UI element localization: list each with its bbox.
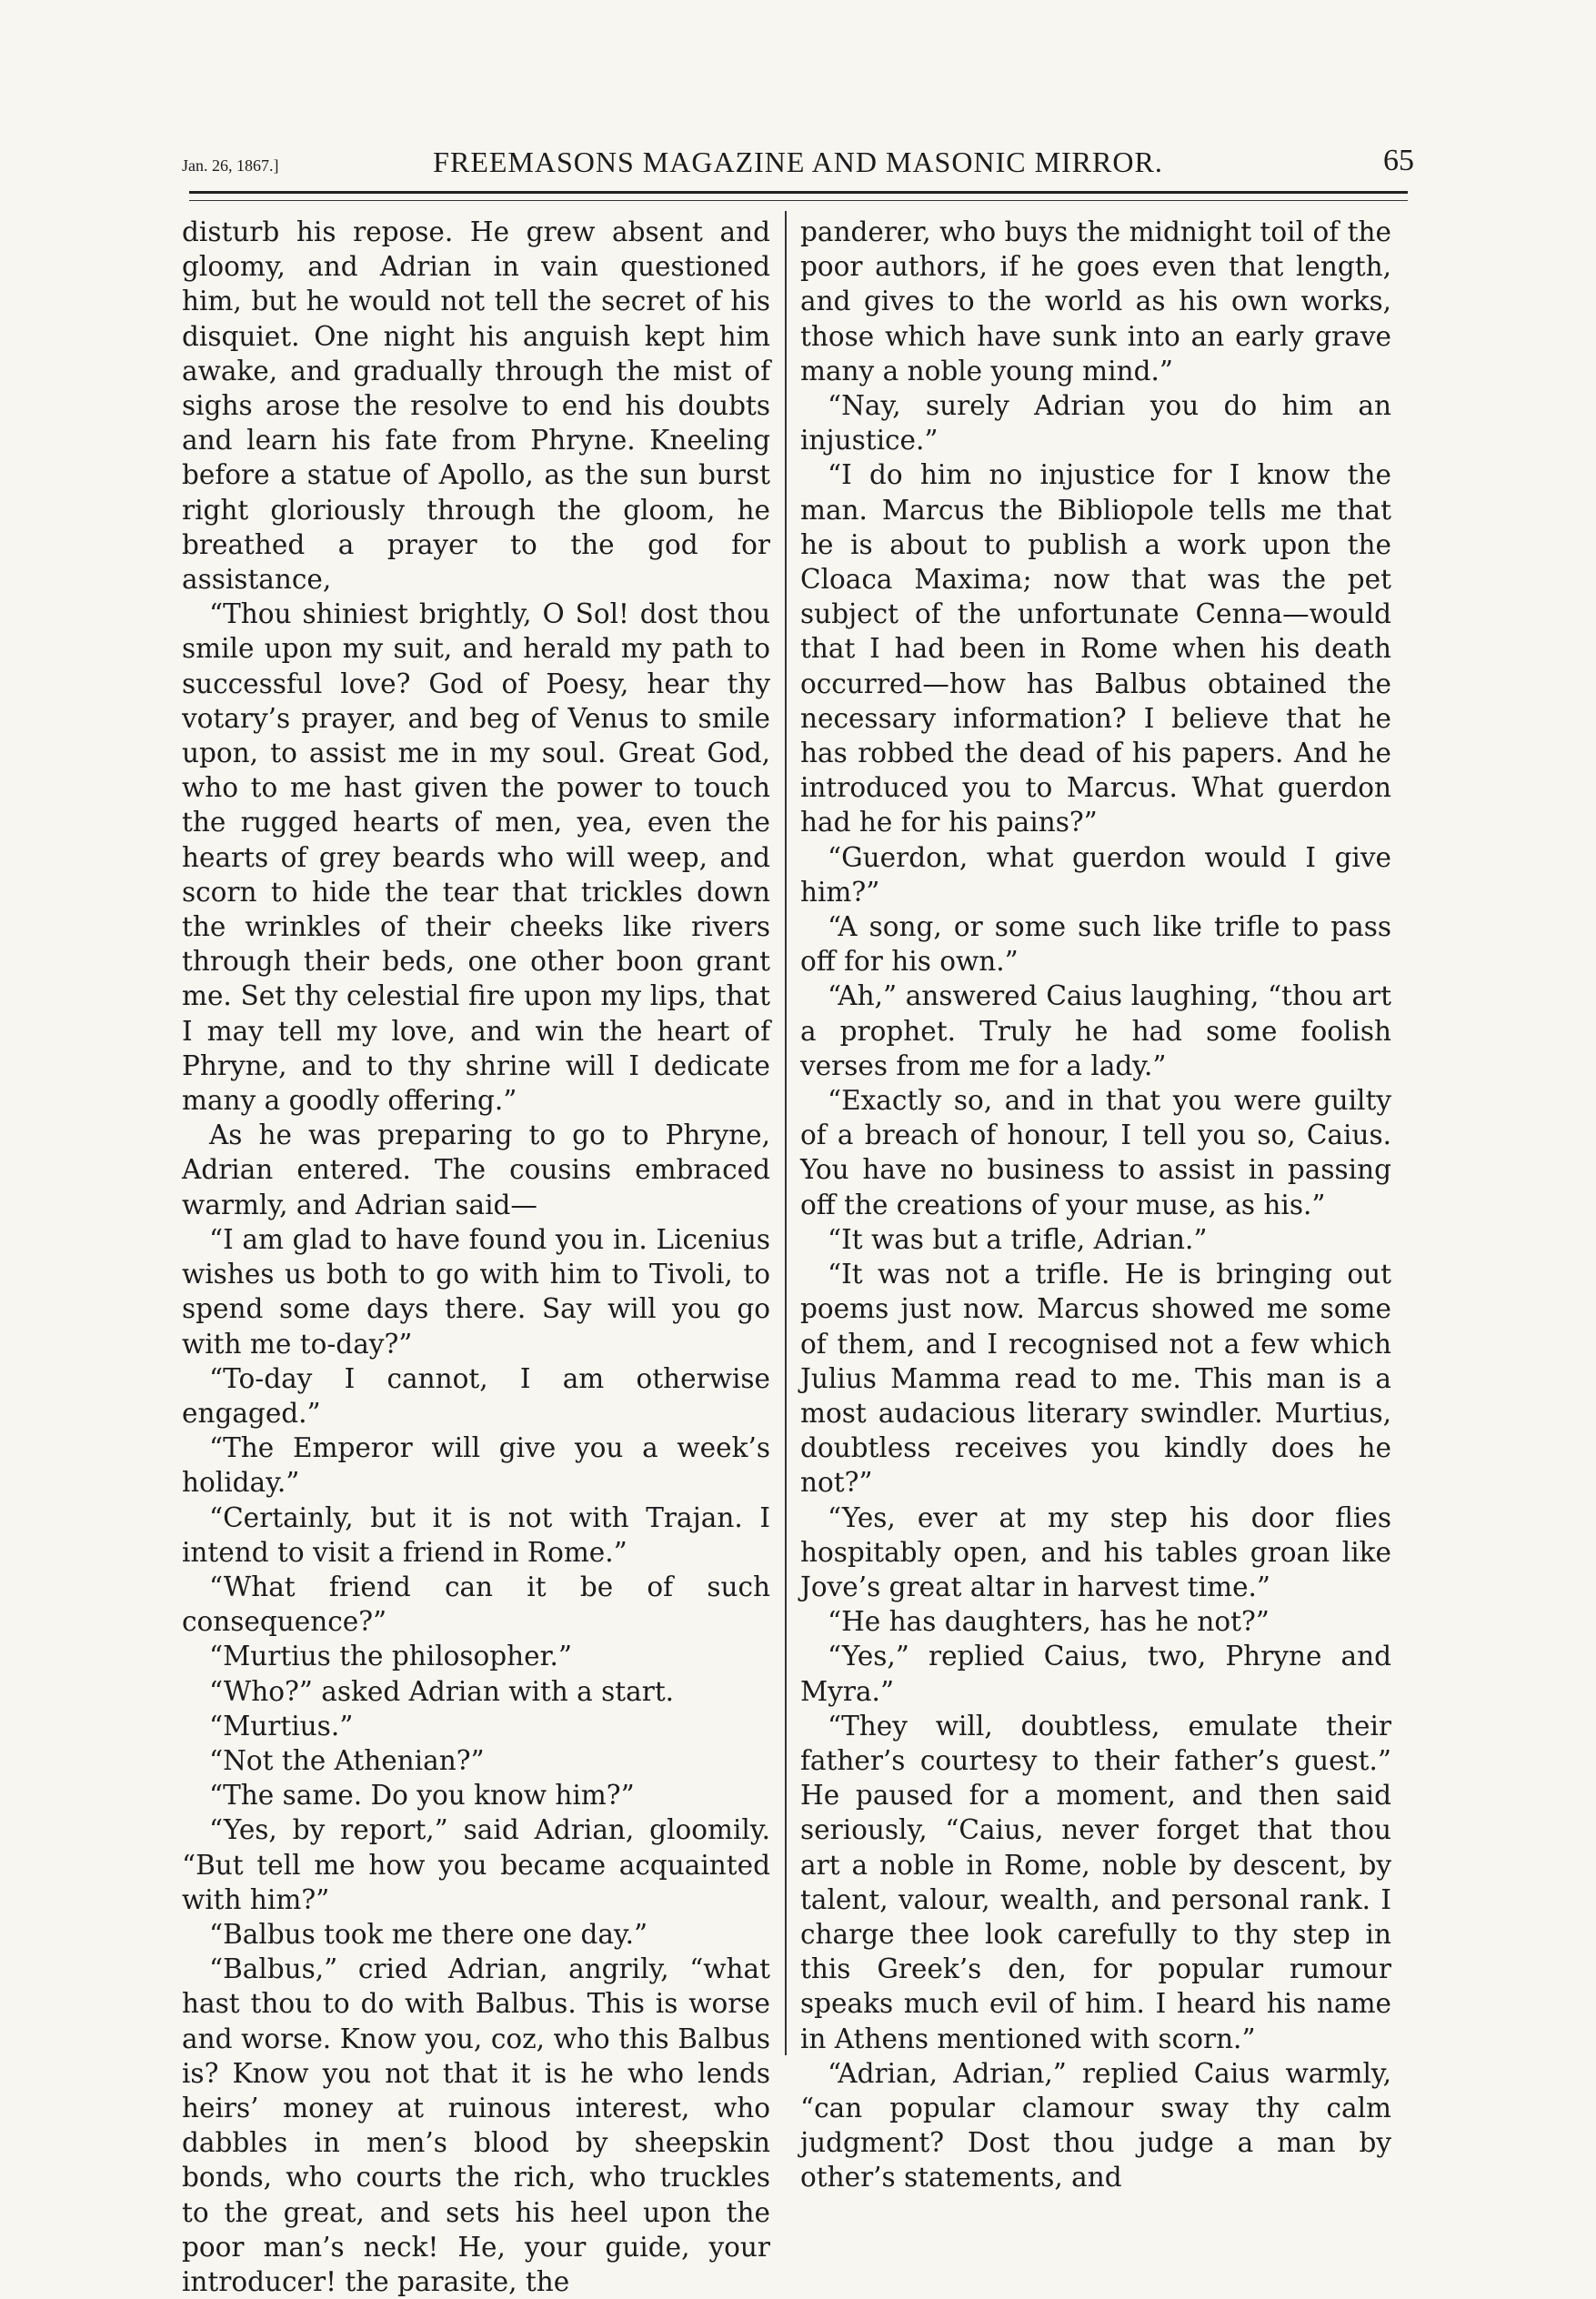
paragraph: “Yes, by report,” said Adrian, gloomily. “But tell me how you became acquainted with him?” — [182, 1814, 770, 1915]
paragraph: “The same. Do you know him?” — [209, 1780, 635, 1812]
paragraph: “Ah,” answered Caius laughing, “thou art a prophet. Truly he had some foolish verses from me for a lady.” — [800, 980, 1391, 1081]
paragraph: “I do him no injustice for I know the man. Marcus the Bibliopole tells me that he is about to publish a work upon the Cloaca Maxima; now that was the pet subject of the unfortunate Cenna—would that I had been in Rome when his death occurred—how has Balbus obtained the necessary information? I believe that he has robbed the dead of his papers. And he introduced you to Marcus. What guerdon had he for his pains?” — [800, 459, 1391, 838]
paragraph: “A song, or some such like trifle to pass off for his own.” — [800, 911, 1391, 978]
paragraph: “Nay, surely Adrian you do him an injustice.” — [800, 390, 1391, 457]
paragraph: “I am glad to have found you in. Licenius wishes us both to go with him to Tivoli, to spend some days there. Say will you go with me to-day?” — [182, 1223, 770, 1360]
column-divider — [785, 211, 787, 2055]
paragraph: “What friend can it be of such consequence?” — [182, 1571, 770, 1638]
paragraph: “Exactly so, and in that you were guilty of a breach of honour, I tell you so, Caius. You have no business to assist in passing off the creations of your muse, as his.” — [800, 1085, 1391, 1220]
paragraph: “Murtius the philosopher.” — [209, 1641, 572, 1672]
paragraph: “Guerdon, what guerdon would I give him?” — [800, 841, 1391, 908]
paragraph: “It was not a trifle. He is bringing out poems just now. Marcus showed me some of them, and I recognised not a few which Julius Mamma read to me. This man is a most audacious literary swindler. Murtius, doubtless receives you kindly does he not?” — [800, 1259, 1391, 1499]
header-rule-thick — [189, 191, 1408, 194]
paragraph: “Who?” asked Adrian with a start. — [209, 1675, 675, 1707]
magazine-title: FREEMASONS MAGAZINE AND MASONIC MIRROR. — [433, 146, 1163, 178]
paragraph: “Balbus,” cried Adrian, angrily, “what hast thou to do with Balbus. This is worse and worse. Know you, coz, who this Balbus is? Know you not that it is he who lends heirs’ money at ruinous interest, who dabbles in men’s blood by sheepskin bonds, who courts the rich, who truckles to the great, and sets his heel upon the poor man’s neck! He, your guide, your introducer! the parasite, the — [182, 1953, 770, 2297]
paragraph: “They will, doubtless, emulate their father’s courtesy to their father’s guest.” He paused for a moment, and then said seriously, “Caius, never forget that thou art a noble in Rome, noble by descent, by talent, valour, wealth, and personal rank. I charge thee look carefully to thy step in this Greek’s den, for popular rumour speaks much evil of him. I heard his name in Athens mentioned with scorn.” — [800, 1710, 1391, 2054]
paragraph: “Murtius.” — [209, 1710, 354, 1742]
right-column — [800, 215, 1391, 2195]
paragraph: “Balbus took me there one day.” — [209, 1918, 648, 1950]
paragraph: “Yes, ever at my step his door flies hospitably open, and his tables groan like Jove’s great altar in harvest time.” — [800, 1501, 1391, 1602]
paragraph: “Yes,” replied Caius, two, Phryne and Myra.” — [800, 1641, 1391, 1707]
left-column — [182, 215, 770, 2299]
paragraph: disturb his repose. He grew absent and gloomy, and Adrian in vain questioned him, but he would not tell the secret of his disquiet. One night his anguish kept him awake, and gradually through the mist of sighs arose the resolve to end his doubts and learn his fate from Phryne. Kneeling before a statue of Apollo, as the sun burst right gloriously through the gloom, he breathed a prayer to the god for assistance, — [182, 216, 770, 596]
issue-date: Jan. 26, 1867.] — [182, 156, 279, 175]
paragraph: “It was but a trifle, Adrian.” — [828, 1223, 1208, 1255]
header-rule-thin — [189, 200, 1408, 201]
paragraph: “Adrian, Adrian,” replied Caius warmly, “can popular clamour sway thy calm judgment? Dost thou judge a man by other’s statements, and — [800, 2057, 1391, 2194]
paragraph: “The Emperor will give you a week’s holiday.” — [182, 1432, 770, 1499]
paragraph: “He has daughters, has he not?” — [828, 1606, 1270, 1638]
paragraph: “Not the Athenian?” — [209, 1744, 485, 1776]
page-header — [182, 146, 1414, 182]
paragraph: As he was preparing to go to Phryne, Adrian entered. The cousins embraced warmly, and Adrian said— — [182, 1119, 770, 1220]
paragraph: “To-day I cannot, I am otherwise engaged.” — [182, 1362, 770, 1429]
paragraph: “Certainly, but it is not with Trajan. I intend to visit a friend in Rome.” — [182, 1501, 770, 1568]
paragraph: “Thou shiniest brightly, O Sol! dost thou smile upon my suit, and herald my path to successful love? God of Poesy, hear thy votary’s prayer, and beg of Venus to smile upon, to assist me in my soul. Great God, who to me hast given the power to touch the rugged hearts of men, yea, even the hearts of grey beards who will weep, and scorn to hide the tear that trickles down the wrinkles of their cheeks like rivers through their beds, one other boon grant me. Set thy celestial fire upon my lips, that I may tell my love, and win the heart of Phryne, and to thy shrine will I dedicate many a goodly offering.” — [182, 598, 770, 1117]
paragraph: panderer, who buys the midnight toil of the poor authors, if he goes even that length, and gives to the world as his own works, those which have sunk into an early grave many a noble young mind.” — [800, 216, 1391, 387]
page-number: 65 — [1383, 144, 1414, 177]
